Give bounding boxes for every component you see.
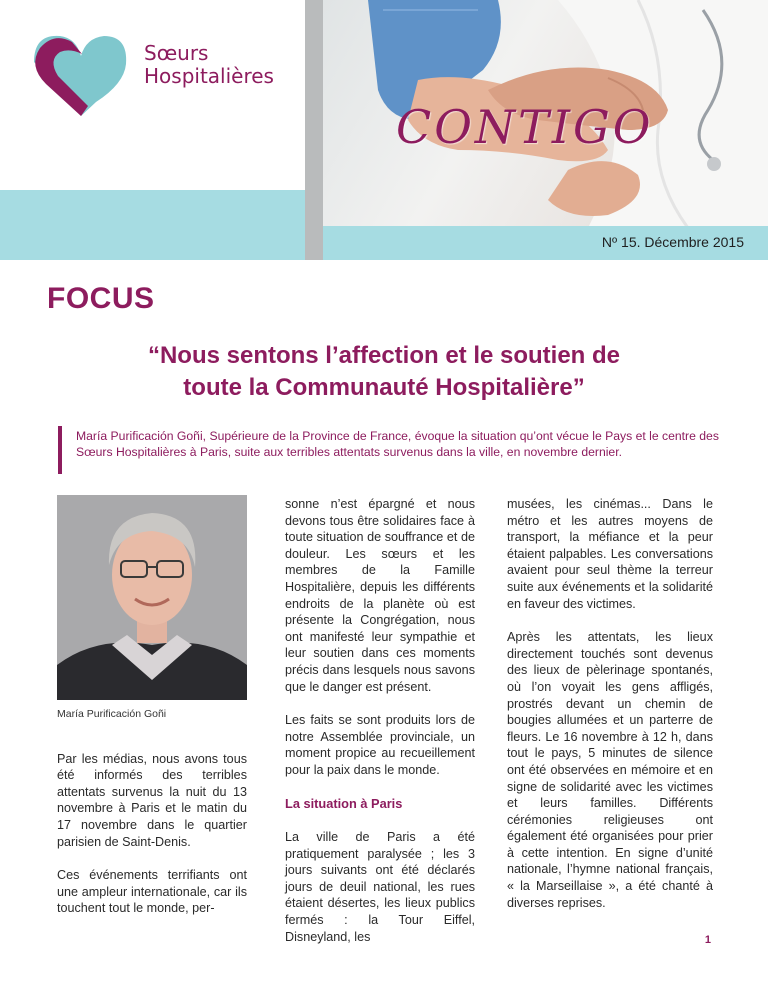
masthead-gray-bar bbox=[305, 0, 323, 260]
column-1 bbox=[57, 495, 247, 934]
paragraph: Par les médias, nous avons tous été informés des terribles attentats survenus la nuit du 13 novembre à Paris et le matin du 17 novembre dans le quartier parisien de Saint-Denis. bbox=[57, 751, 247, 849]
paragraph: Après les attentats, les lieux directement touchés sont devenus des lieux de pèlerinage spontanés, où l’on voyait les gens affligés, prostrés devant un chemin de bougies allumées et un parterre de fleurs. Le 16 novembre à 12 h, dans tout le pays, 5 minutes de silence ont été observées en mémoire et en signe de solidarité avec les victimes et leurs familles. Différents cérémonies religieuses ont également été organisées pour prier à cette intention. En signe d’unité nationale, l’hymne national français, « la Marseillaise », a été chanté à diverses reprises. bbox=[507, 630, 713, 910]
article-lead: María Purificación Goñi, Supérieure de la Province de France, évoque la situation qu’ont vécue le Pays et le centre des Sœurs Hospitalières à Paris, suite aux terribles attentats survenus dans la ville, en novembre dernier. bbox=[76, 429, 719, 459]
headline-line-1: “Nous sentons l’affection et le soutien de bbox=[147, 342, 621, 369]
lead-accent-bar bbox=[58, 426, 62, 474]
paragraph: La ville de Paris a été pratiquement paralysée ; les 3 jours suivants ont été déclarés jours de deuil national, les rues étaient désertes, les lieux publics fermés : la Tour Eiffel, Disneyland, les bbox=[285, 830, 475, 944]
portrait-photo bbox=[57, 495, 247, 700]
portrait-illustration bbox=[57, 495, 247, 700]
section-title: FOCUS bbox=[47, 282, 155, 315]
subheading: La situation à Paris bbox=[285, 795, 403, 811]
paragraph: musées, les cinémas... Dans le métro et les autres moyens de transport, la méfiance et la peur étaient palpables. Les conversations avaient pour seul thème la terreur suite aux événements et la solidarité en faveur des victimes. bbox=[507, 497, 713, 611]
headline-line-2: toute la Communauté Hospitalière” bbox=[183, 374, 585, 401]
column-3 bbox=[507, 496, 713, 928]
paragraph: sonne n’est épargné et nous devons tous être solidaires face à toute situation de souffrance et de douleur. Les sœurs et les membres de la Famille Hospitalière, depuis les différents endroits de la planète où est présente la Congrégation, nous ont manifesté leur sympathie et leur soutien dans ces moments précis dans lesquels nous savons que le danger est présent. bbox=[285, 497, 475, 694]
article-headline bbox=[60, 340, 708, 404]
brand-line2: Hospitalières bbox=[144, 64, 274, 88]
issue-label: Nº 15. Décembre 2015 bbox=[601, 234, 744, 250]
paragraph: Les faits se sont produits lors de notre Assemblée provinciale, un moment propice au recueillement pour la paix dans le monde. bbox=[285, 713, 475, 777]
masthead bbox=[0, 0, 768, 262]
heart-logo-icon bbox=[26, 32, 136, 122]
column-2 bbox=[285, 496, 475, 962]
page-number: 1 bbox=[704, 934, 711, 946]
brand-logo bbox=[26, 32, 286, 122]
paragraph: Ces événements terrifiants ont une ampleur internationale, car ils touchent tout le monde, per- bbox=[57, 868, 247, 916]
brand-line1: Sœurs bbox=[144, 41, 209, 65]
portrait-caption: María Purificación Goñi bbox=[57, 708, 167, 720]
brand-name bbox=[144, 42, 274, 88]
publication-title: CONTIGO bbox=[396, 100, 654, 154]
